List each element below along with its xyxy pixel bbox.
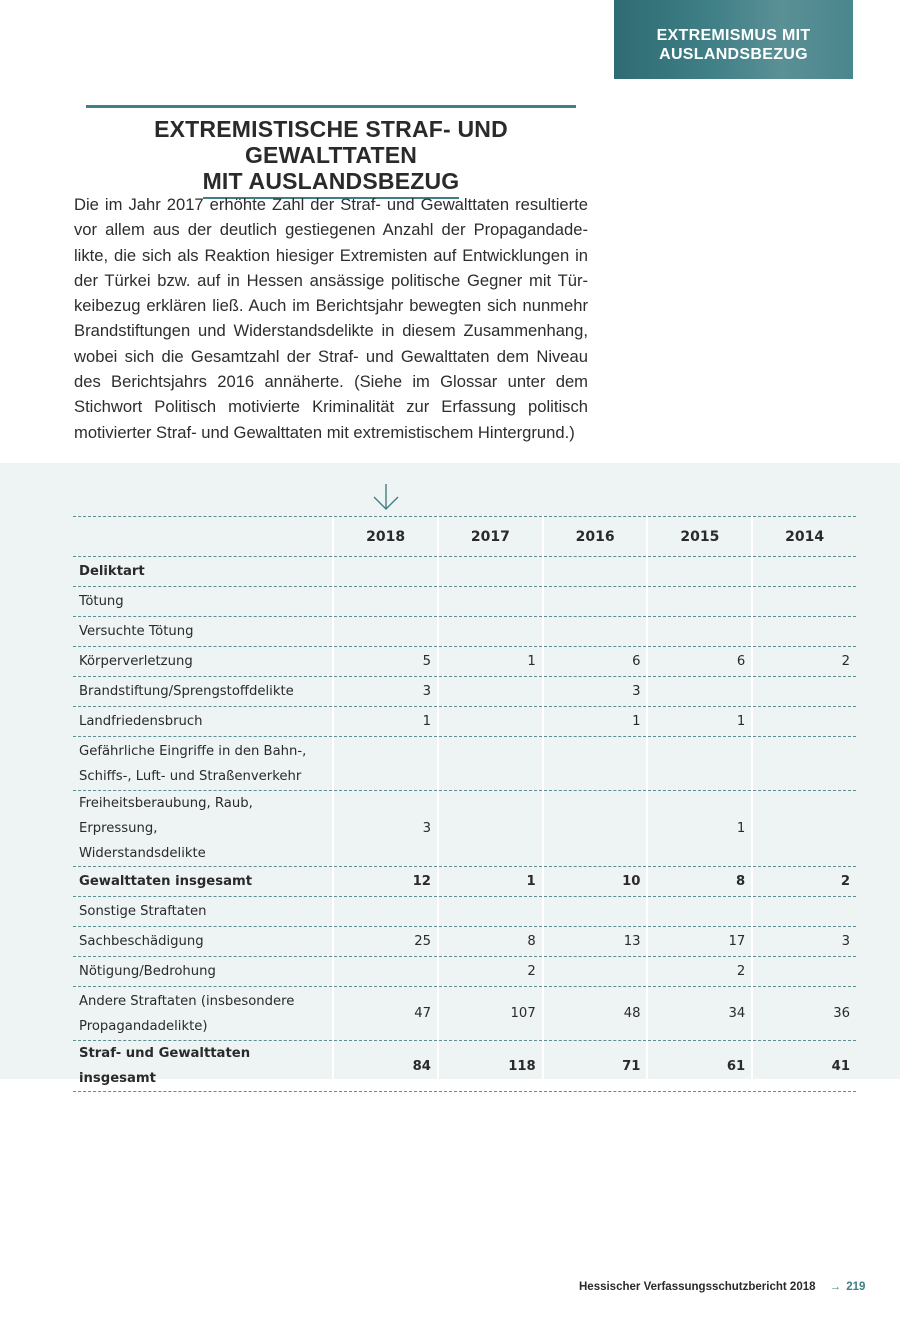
intro-paragraph: Die im Jahr 2017 erhöhte Zahl der Straf- und Gewalttaten resultierte vor allem aus der deutlich gestiegenen Anzahl der Propagandadelikte, die sich als Reaktion hiesiger Extremisten auf Entwicklungen in der Türkei bzw. auf in Hessen ansässige politische Gegner mit Türkeibezug erklären ließ. Auch im Berichtsjahr bewegten sich nunmehr Brandstiftungen und Widerstandsdelikte in diesem Zusammenhang, wobei sich die Gesamtzahl der Straf- und Gewalttaten dem Niveau des Berichtsjahrs 2016 annäherte. (Siehe im Glossar unter dem Stichwort Politisch motivierte Kriminalität zur Erfassung politisch motivierter Straf- und Gewalttaten mit extremistischem Hintergrund.) (74, 195, 588, 442)
cell-value (752, 897, 856, 927)
cell-value (333, 617, 438, 647)
cell-value (438, 897, 543, 927)
cell-value (752, 707, 856, 737)
arrow-right-icon: → (829, 1281, 842, 1293)
cell-value: 48 (543, 987, 648, 1041)
cell-value: 1 (438, 647, 543, 677)
cell-value (543, 617, 648, 647)
page-footer (579, 1281, 865, 1293)
cell-value (438, 737, 543, 791)
cell-value (333, 737, 438, 791)
table-row (73, 707, 856, 737)
cell-value: 36 (752, 987, 856, 1041)
cell-value (647, 677, 752, 707)
table-header-row (73, 517, 856, 557)
row-label: Nötigung/Bedrohung (73, 957, 333, 987)
table-row (73, 867, 856, 897)
header-empty-cell (73, 517, 333, 557)
cell-value: 1 (647, 707, 752, 737)
row-label-line: Propagandadelikte) (79, 1018, 208, 1034)
cell-value (543, 587, 648, 617)
table-row (73, 987, 856, 1041)
cell-value (752, 791, 856, 867)
cell-value (333, 897, 438, 927)
row-label-line: Schiffs-, Luft- und Straßenverkehr (79, 768, 302, 784)
row-label: Körperverletzung (73, 647, 333, 677)
cell-value (543, 957, 648, 987)
year-header: 2015 (647, 517, 752, 557)
year-header: 2018 (333, 517, 438, 557)
row-label: Versuchte Tötung (73, 617, 333, 647)
cell-value: 34 (647, 987, 752, 1041)
cell-value (333, 957, 438, 987)
cell-value: 2 (647, 957, 752, 987)
table-row (73, 647, 856, 677)
table-row (73, 737, 856, 791)
cell-value (543, 557, 648, 587)
row-label (73, 737, 333, 791)
cell-value (333, 557, 438, 587)
cell-value (752, 557, 856, 587)
cell-value (333, 587, 438, 617)
cell-value (647, 587, 752, 617)
row-label: Sachbeschädigung (73, 927, 333, 957)
cell-value: 107 (438, 987, 543, 1041)
row-label-line: Widerstandsdelikte (79, 846, 206, 861)
cell-value (647, 897, 752, 927)
cell-value: 118 (438, 1041, 543, 1092)
cell-value: 2 (752, 647, 856, 677)
row-label: Deliktart (73, 557, 333, 587)
cell-value: 2 (752, 867, 856, 897)
year-header: 2016 (543, 517, 648, 557)
table-row (73, 927, 856, 957)
chapter-label-line1: EXTREMISMUS MIT (656, 27, 811, 44)
cell-value (438, 587, 543, 617)
cell-value (543, 737, 648, 791)
cell-value (752, 587, 856, 617)
cell-value (752, 957, 856, 987)
cell-value (438, 617, 543, 647)
cell-value: 1 (438, 867, 543, 897)
cell-value: 3 (543, 677, 648, 707)
cell-value: 5 (333, 647, 438, 677)
cell-value (543, 897, 648, 927)
cell-value (438, 791, 543, 867)
publication-title: Hessischer Verfassungsschutzbericht 2018 (579, 1281, 816, 1293)
cell-value: 8 (438, 927, 543, 957)
table-row (73, 1041, 856, 1092)
row-label: Brandstiftung/Sprengstoffdelikte (73, 677, 333, 707)
cell-value (752, 737, 856, 791)
cell-value: 1 (543, 707, 648, 737)
arrow-down-icon (372, 482, 400, 512)
cell-value: 10 (543, 867, 648, 897)
cell-value: 1 (647, 791, 752, 867)
table-row (73, 677, 856, 707)
table-row (73, 587, 856, 617)
row-label-line: Freiheitsberaubung, Raub, Erpressung, (79, 796, 253, 836)
section-title-line2: MIT AUSLANDSBEZUG (203, 168, 460, 199)
table-row (73, 897, 856, 927)
table-row (73, 791, 856, 867)
cell-value: 3 (752, 927, 856, 957)
cell-value: 25 (333, 927, 438, 957)
cell-value: 61 (647, 1041, 752, 1092)
cell-value (647, 617, 752, 647)
section-title (86, 116, 576, 199)
cell-value (438, 707, 543, 737)
table-row (73, 557, 856, 587)
chapter-tab (614, 0, 853, 79)
row-label: Straf- und Gewalttaten insgesamt (73, 1041, 333, 1092)
page-number: 219 (846, 1281, 866, 1293)
cell-value: 41 (752, 1041, 856, 1092)
cell-value: 12 (333, 867, 438, 897)
cell-value: 13 (543, 927, 648, 957)
row-label: Landfriedensbruch (73, 707, 333, 737)
row-label-line: Andere Straftaten (insbesondere (79, 993, 295, 1009)
row-label-line: Gefährliche Eingriffe in den Bahn-, (79, 743, 307, 759)
row-label: Tötung (73, 587, 333, 617)
cell-value: 6 (543, 647, 648, 677)
section-title-block (86, 105, 576, 199)
cell-value (543, 791, 648, 867)
cell-value: 2 (438, 957, 543, 987)
cell-value: 47 (333, 987, 438, 1041)
cell-value: 6 (647, 647, 752, 677)
cell-value: 1 (333, 707, 438, 737)
chapter-label-line2: AUSLANDSBEZUG (659, 46, 808, 63)
section-title-line1: EXTREMISTISCHE STRAF- UND GEWALTTATEN (154, 116, 508, 168)
row-label: Gewalttaten insgesamt (73, 867, 333, 897)
cell-value: 8 (647, 867, 752, 897)
cell-value (647, 557, 752, 587)
cell-value (438, 677, 543, 707)
cell-value (752, 617, 856, 647)
row-label (73, 791, 333, 867)
cell-value: 17 (647, 927, 752, 957)
cell-value (752, 677, 856, 707)
row-label: Sonstige Straftaten (73, 897, 333, 927)
table-row (73, 617, 856, 647)
cell-value: 84 (333, 1041, 438, 1092)
offense-statistics-table (73, 516, 856, 1092)
cell-value: 3 (333, 791, 438, 867)
row-label (73, 987, 333, 1041)
year-header: 2014 (752, 517, 856, 557)
cell-value (438, 557, 543, 587)
year-header: 2017 (438, 517, 543, 557)
cell-value: 71 (543, 1041, 648, 1092)
table-row (73, 957, 856, 987)
cell-value: 3 (333, 677, 438, 707)
cell-value (647, 737, 752, 791)
